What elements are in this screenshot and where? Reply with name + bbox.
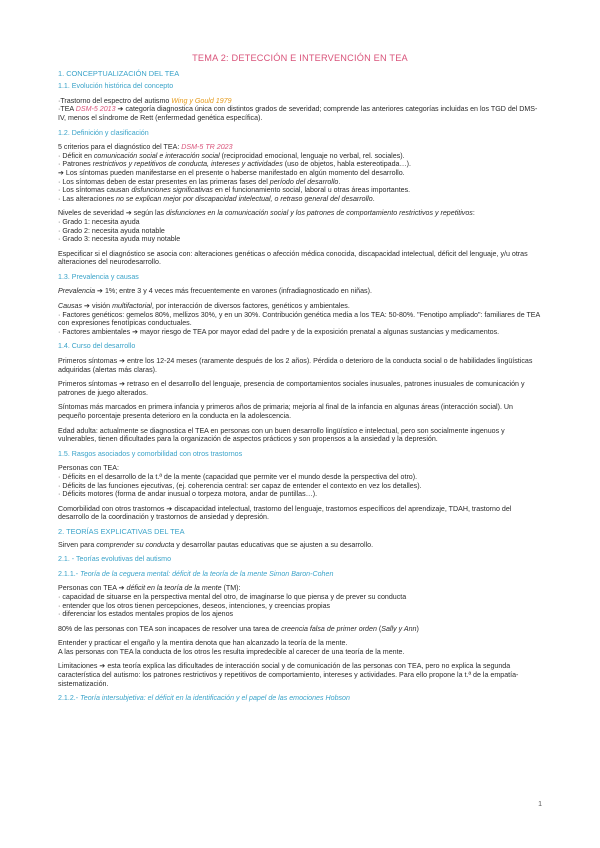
specifier-paragraph: Especificar si el diagnóstico se asocia con: alteraciones genéticas o afección médica conocida, discapacidad intelectual, déficit del lenguaje, y/u otras alteraciones del neurodesarrollo. [58,249,528,267]
author-citation: Wing y Gould 1979 [171,96,232,105]
document-title: TEMA 2: DETECCIÓN E INTERVENCIÓN EN TEA [192,53,408,63]
development-paragraph: Edad adulta: actualmente se diagnostica el TEA en personas con un buen desarrollo lingüístico e intelectual, pero son socialmente ingenuos y vulnerables, tienen dificultades para la organización de aspectos prácticos y son propensos a la ansiedad y la depresión. [58,426,505,444]
history-line-2: ·TEA DSM-5 2013 ➔ categoría diagnostica única con distintos grados de severidad; comprende las anteriores categorías incluidas en los TGD del DMS-IV, menos el síndrome de Rett (enfermedad genética específica). [58,105,538,122]
section-1-1-body [58,97,542,123]
criterion-item: · Déficit en comunicación social e interacción social (reciprocidad emocional, lenguaje no verbal, rel. sociales). [58,151,405,160]
history-line-1: ·Trastorno del espectro del autismo Wing y Gould 1979 [58,96,232,105]
comorbidity-paragraph: Comorbilidad con otros trastornos ➔ discapacidad intelectual, trastorno del lenguaje, trastornos específicos del aprendizaje, TDAH, trastorno del desarrollo de la coordinación y trastornos de ansiedad y depresión. [58,504,512,522]
environmental-factors: · Factores ambientales ➔ mayor riesgo de TEA por mayor edad del padre y de la exposición prenatal a algunas sustancias y medicamentos. [58,327,500,336]
severity-grade-2: · Grado 2: necesita ayuda notable [58,226,165,235]
tom-item: · entender que los otros tienen percepciones, deseos, intenciones, y creencias propias [58,601,331,610]
limitations-paragraph: Limitaciones ➔ esta teoría explica las dificultades de interacción social y de comunicación de las personas con TEA, pero no explica la segunda característica del autismo: los patrones restrictivos y repetitivos de comportamiento, intereses y actividades. Para ello propone la t.ª de la empatía-sistematización. [58,662,519,688]
criterion-item: · Las alteraciones no se explican mejor por discapacidad intelectual, o retraso general del desarrollo. [58,194,375,203]
criterion-item: · Los síntomas deben de estar presentes en las primeras fases del período del desarrollo. [58,177,341,186]
section-2-1-2-heading: 2.1.2.- Teoría intersubjetiva: el déficit en la identificación y el papel de las emociones Hobson [58,694,350,703]
trait-item: · Déficits motores (forma de andar inusual o torpeza motora, andar de puntillas…). [58,490,318,499]
criteria-list [58,143,542,203]
criterion-item: ➔ Los síntomas pueden manifestarse en el presente o haberse manifestado en algún momento del desarrollo. [58,168,405,177]
development-paragraph: Primeros síntomas ➔ entre los 12-24 meses (raramente después de los 2 años). Pérdida o deterioro de la conducta social o de habilidades lingüísticas adquiridas (alertas más claras). [58,357,533,374]
section-2-1-heading: 2.1. - Teorías evolutivas del autismo [58,555,172,564]
development-paragraph: Primeros síntomas ➔ retraso en el desarrollo del lenguaje, presencia de comportamientos sociales inusuales, patrones inusuales de comunicación y patrones de juego alterados. [58,380,525,397]
section-1-heading: 1. CONCEPTUALIZACIÓN DEL TEA [58,68,180,78]
severity-levels [58,209,542,243]
section-1-2-heading: 1.2. Definición y clasificación [58,128,149,137]
severity-grade-1: · Grado 1: necesita ayuda [58,217,140,226]
genetic-factors: · Factores genéticos: gemelos 80%, mellizos 30%, y en un 30%. Contribución genética media a los TEA: 50-80%. "Fenotipo ampliado": familiares de TEA con expresiones fenotípicas conductuales. [58,310,540,328]
page-number: 1 [538,801,542,809]
tom-item: · diferenciar los estados mentales propios de los ajenos [58,610,234,619]
dsm-citation: DSM-5 2013 [75,105,116,114]
false-belief-paragraph: 80% de las personas con TEA son incapaces de resolver una tarea de creencia falsa de primer orden (Sally y Ann) [58,624,419,633]
tom-item: · capacidad de situarse en la perspectiva mental del otro, de imaginarse lo que piensa y de prever su conducta [58,592,407,601]
development-paragraph: Síntomas más marcados en primera infancia y primeros años de primaria; mejoría al final de la infancia en algunas áreas (interacción social). Un pequeño porcentaje presenta deterioro en la conducta en la adolescencia. [58,403,514,420]
severity-intro: Niveles de severidad ➔ según las disfunciones en la comunicación social y los patrones de comportamiento restrictivos y repetitivos: [58,209,475,218]
dsm-citation: DSM-5 TR 2023 [181,143,233,152]
theory-of-mind-list: Personas con TEA ➔ déficit en la teoría de la mente (TM): · capacidad de situarse en la perspectiva mental del otro, de imaginarse lo que piensa y de prever su conducta · entender que los otros tienen percepciones, deseos, intenciones, y creencias propias · diferenciar los estados mentales propios de los ajenos [58,584,542,618]
criteria-intro: 5 criterios para el diagnóstico del TEA: DSM-5 TR 2023 [58,143,233,152]
prevalence-paragraph: Prevalencia ➔ 1%; entre 3 y 4 veces más frecuentemente en varones (infradiagnosticado en niñas). [58,287,372,296]
deception-paragraph: Entender y practicar el engaño y la mentira denota que han alcanzado la teoría de la mente. A las personas con TEA la conducta de los otros les resulta impredecible al carecer de una teoría de la mente. [58,639,405,656]
trait-item: · Déficits de las funciones ejecutivas, (ej. coherencia central: ser capaz de entender el contexto en vez los detalles). [58,481,422,490]
criterion-item: · Los síntomas causan disfunciones significativas en el funcionamiento social, laboral u otras áreas importantes. [58,186,411,195]
criterion-item: · Patrones restrictivos y repetitivos de conducta, intereses y actividades (uso de objetos, habla estereotipada…). [58,160,411,169]
severity-grade-3: · Grado 3: necesita ayuda muy notable [58,235,181,244]
section-1-5-heading: 1.5. Rasgos asociados y comorbilidad con otros trastornos [58,449,243,458]
section-1-3-heading: 1.3. Prevalencia y causas [58,272,139,281]
theories-intro: Sirven para comprender su conducta y desarrollar pautas educativas que se ajusten a su desarrollo. [58,540,374,549]
trait-item: · Déficits en el desarrollo de la t.ª de la mente (capacidad que permite ver el mundo desde la perspectiva del otro). [58,472,418,481]
causes-paragraph: Causas ➔ visión multifactorial, por interacción de diversos factores, genéticos y ambientales. · Factores genéticos: gemelos 80%, mellizos 30%, y en un 30%. Contribución genética media a los TEA: 50-80%. "Fenotipo ampliado": familiares de TEA con expresiones fenotípicas conductuales. · Factores ambientales ➔ mayor riesgo de TEA por mayor edad del padre y de la exposición prenatal a algunas sustancias y medicamentos. [58,302,542,336]
associated-traits: Personas con TEA: · Déficits en el desarrollo de la t.ª de la mente (capacidad que permite ver el mundo desde la perspectiva del otro). · Déficits de las funciones ejecutivas, (ej. coherencia central: ser capaz de entender el contexto en vez los detalles). · Déficits motores (forma de andar inusual o torpeza motora, andar de puntillas…). [58,464,542,498]
section-2-1-1-heading: 2.1.1.- Teoría de la ceguera mental: déficit de la teoría de la mente Simon Baron-Cohen [58,569,334,578]
section-2-heading: 2. TEORÍAS EXPLICATIVAS DEL TEA [58,526,185,536]
section-1-4-heading: 1.4. Curso del desarrollo [58,342,136,351]
section-1-1-heading: 1.1. Evolución histórica del concepto [58,82,174,91]
